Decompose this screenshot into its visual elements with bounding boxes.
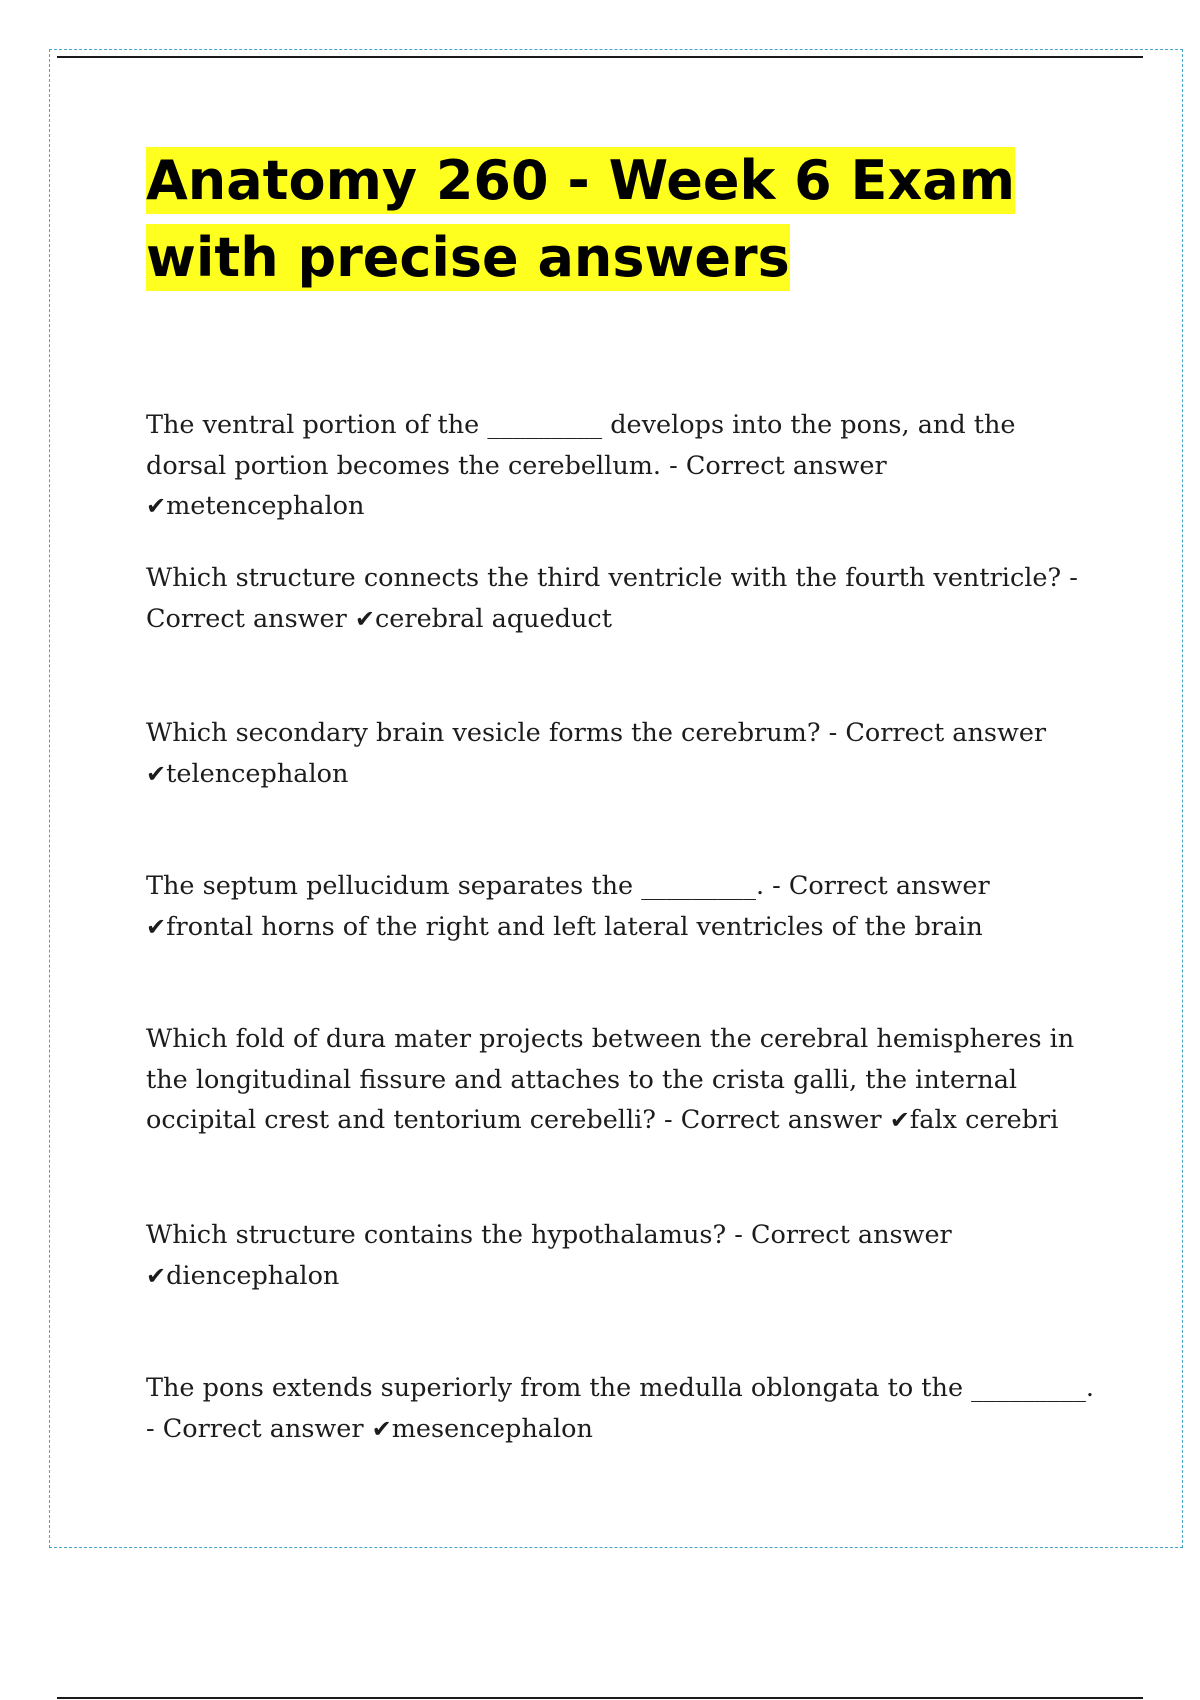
document-title — [146, 142, 1076, 296]
question-text: Which fold of dura mater projects between the cerebral hemispheres in the longitudinal fissure and attaches to the crista galli, the internal occipital crest and tentorium cerebelli? — [146, 1024, 1075, 1135]
answer-text: falx cerebri — [909, 1105, 1059, 1135]
question-text: The ventral portion of the _________ develops into the pons, and the dorsal portion becomes the cerebellum. — [146, 410, 1016, 481]
top-divider — [57, 56, 1143, 58]
question-text: The pons extends superiorly from the medulla oblongata to the _________. — [146, 1373, 1095, 1403]
question-text: The septum pellucidum separates the _________. — [146, 871, 765, 901]
qa-item: Which secondary brain vesicle forms the cerebrum? - Correct answer ✔telencephalon — [146, 718, 1047, 789]
checkmark-icon: ✔ — [371, 1414, 392, 1443]
answer-prefix: Correct answer — [162, 1413, 364, 1444]
qa-item: Which structure contains the hypothalamus? - Correct answer ✔diencephalon — [146, 1220, 952, 1291]
answer-text: mesencephalon — [391, 1413, 593, 1444]
answer-text: telencephalon — [166, 758, 349, 789]
qa-item: The pons extends superiorly from the medulla oblongata to the _________. - Correct answer ✔mesencephalon — [146, 1373, 1095, 1444]
qa-item: The septum pellucidum separates the _________. - Correct answer ✔frontal horns of the right and left lateral ventricles of the brain — [146, 871, 990, 942]
answer-text: diencephalon — [166, 1260, 340, 1291]
checkmark-icon: ✔ — [146, 759, 167, 788]
question-text: Which secondary brain vesicle forms the cerebrum? — [146, 718, 821, 748]
answer-prefix: Correct answer — [750, 1220, 952, 1250]
checkmark-icon: ✔ — [889, 1106, 910, 1134]
checkmark-icon: ✔ — [354, 604, 376, 633]
answer-text: frontal horns of the right and left lateral ventricles of the brain — [166, 911, 983, 942]
qa-item: Which structure connects the third ventricle with the fourth ventricle? - Correct answer ✔cerebral aqueduct — [146, 563, 1078, 634]
checkmark-icon: ✔ — [146, 912, 167, 941]
qa-item: Which fold of dura mater projects between the cerebral hemispheres in the longitudinal fissure and attaches to the crista galli, the internal occipital crest and tentorium cerebelli? - Correct answer ✔falx cerebri — [146, 1024, 1075, 1135]
answer-text: metencephalon — [166, 491, 365, 521]
answer-prefix: Correct answer — [680, 1105, 882, 1135]
question-text: Which structure connects the third ventricle with the fourth ventricle? — [146, 563, 1062, 593]
answer-prefix: Correct answer — [788, 871, 990, 901]
title-highlight: Anatomy 260 - Week 6 Exam with precise answers — [146, 149, 1015, 289]
answer-prefix: Correct answer — [685, 450, 887, 481]
answer-text: cerebral aqueduct — [375, 603, 612, 634]
qa-item: The ventral portion of the _________ develops into the pons, and the dorsal portion becomes the cerebellum. - Correct answer ✔metencephalon — [146, 410, 1016, 521]
answer-prefix: Correct answer — [845, 718, 1047, 748]
question-text: Which structure contains the hypothalamus? — [146, 1220, 727, 1250]
answer-prefix: Correct answer — [146, 603, 347, 634]
checkmark-icon: ✔ — [146, 1261, 167, 1290]
bottom-divider — [57, 1697, 1143, 1699]
checkmark-icon: ✔ — [146, 492, 167, 520]
